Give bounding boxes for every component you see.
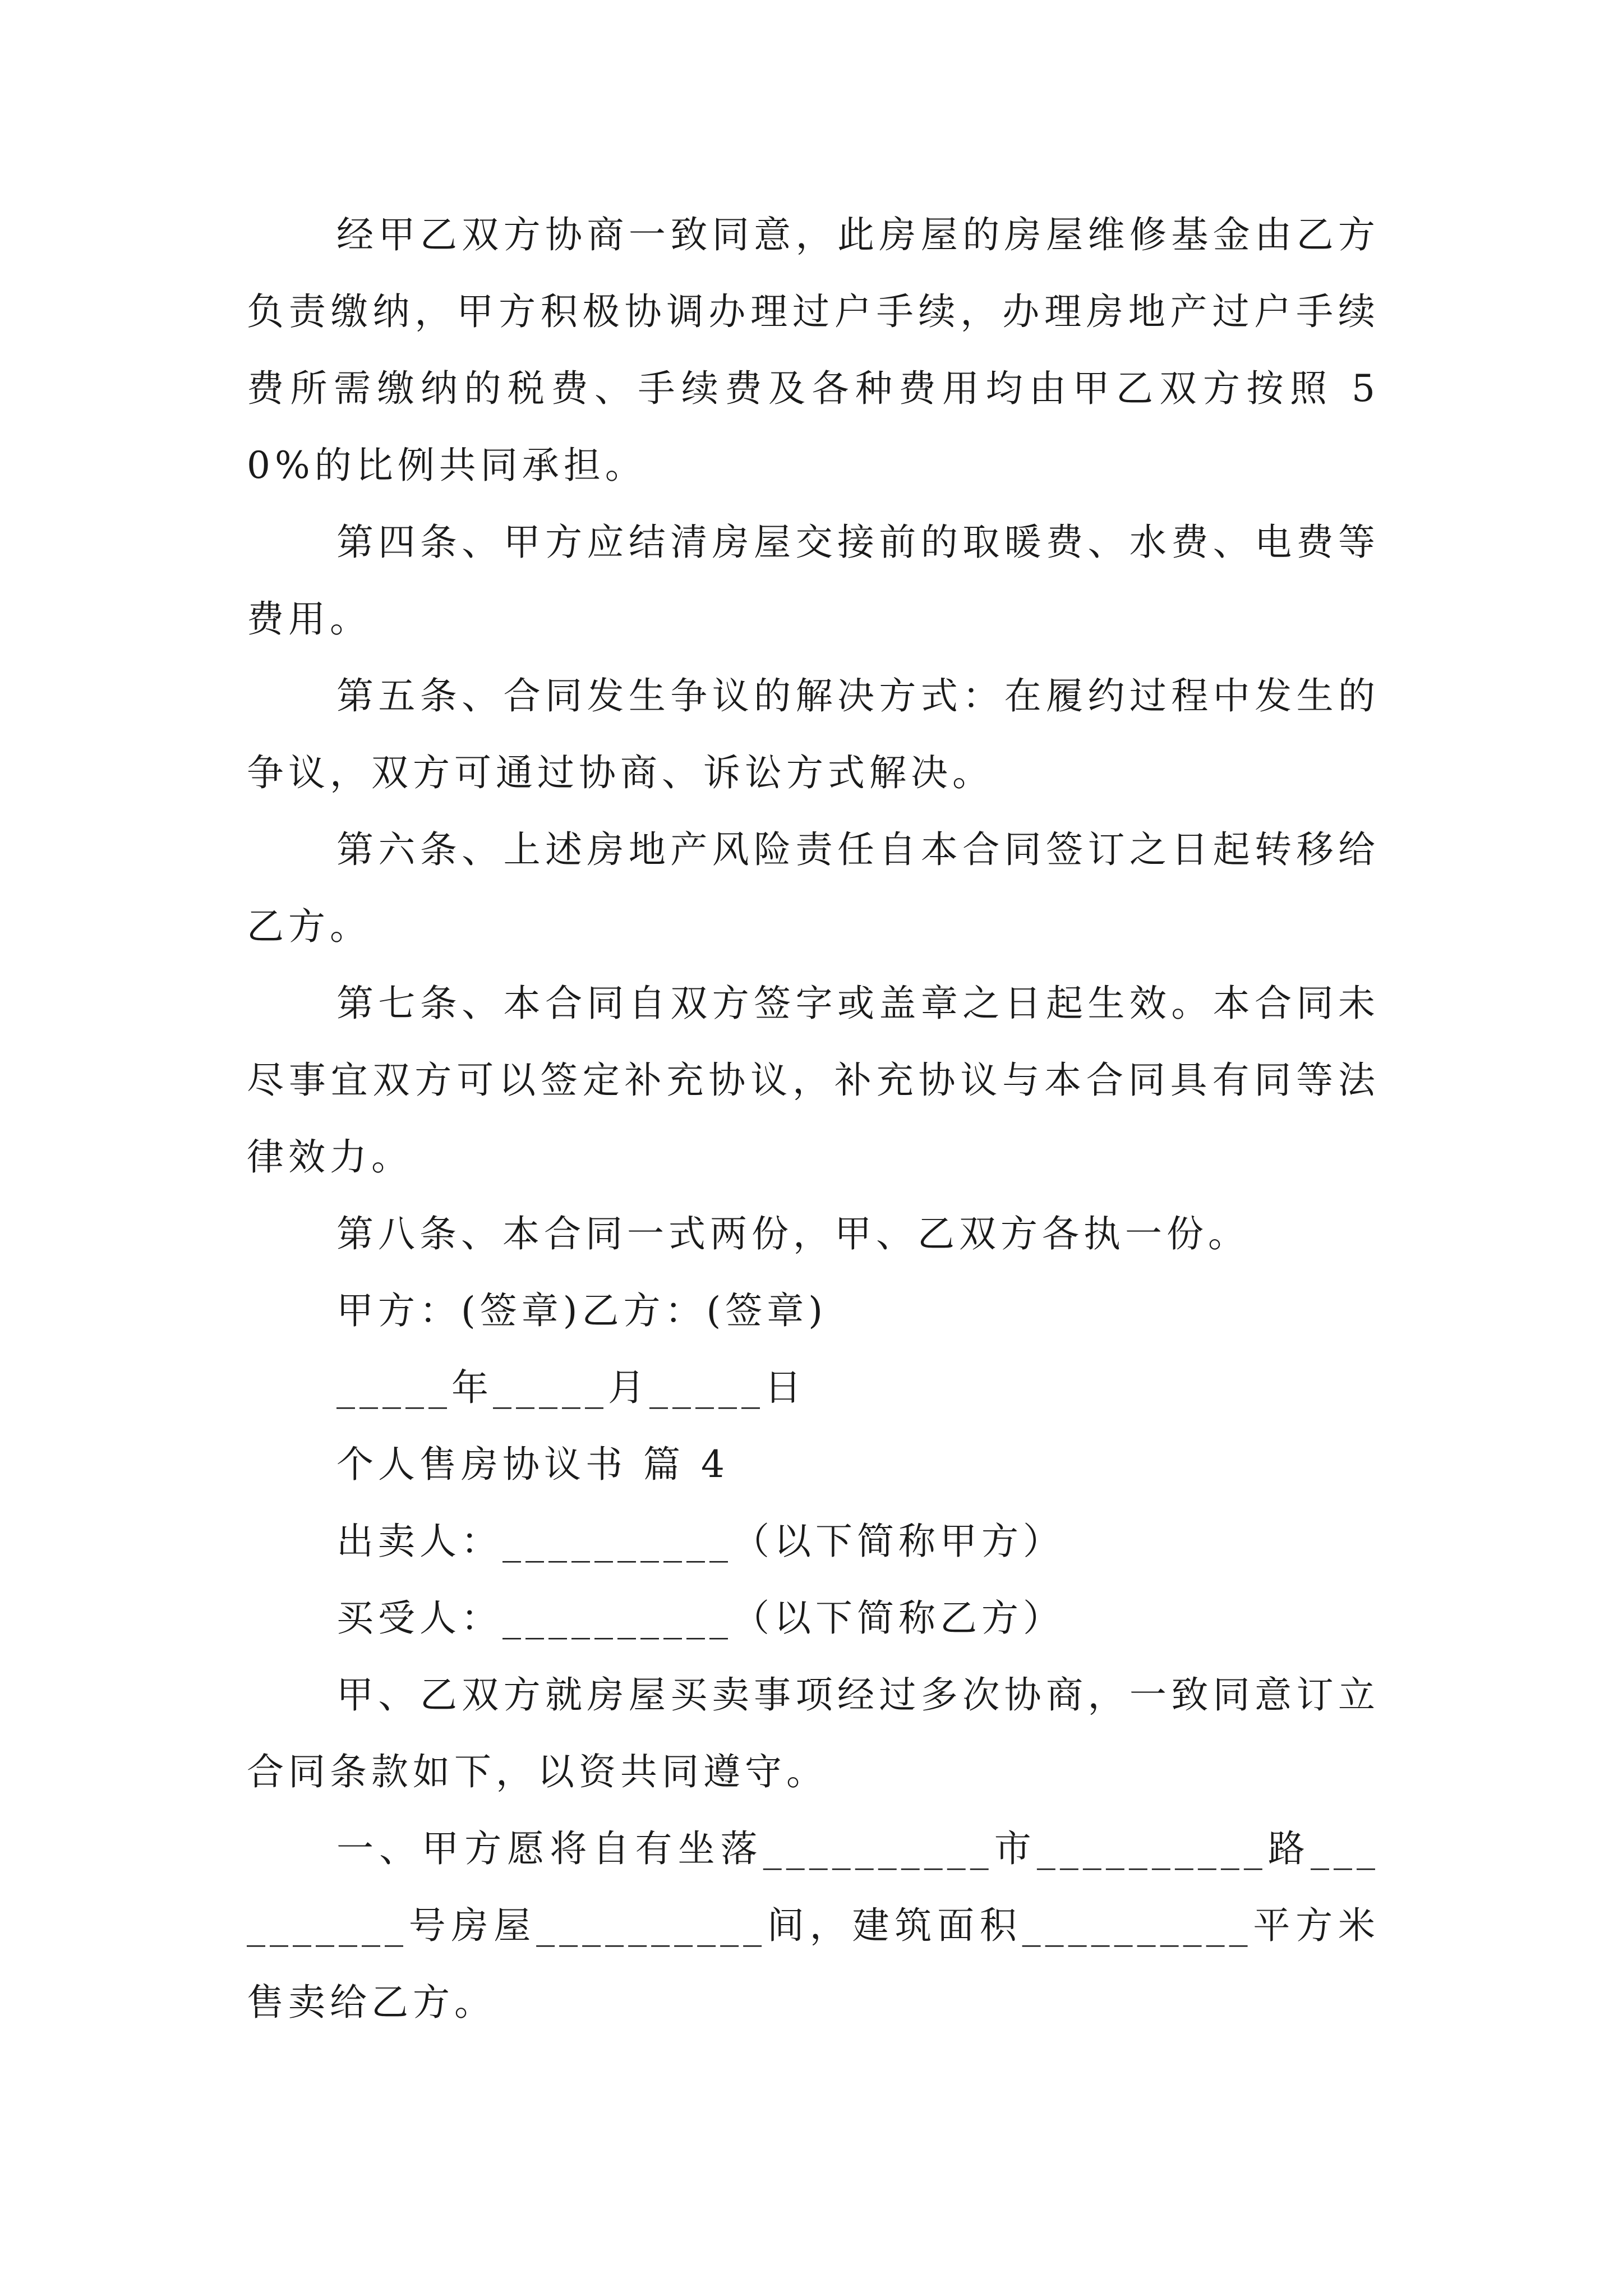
paragraph-article-4: 第四条、甲方应结清房屋交接前的取暖费、水费、电费等费用。 (247, 521, 1380, 641)
paragraph-article-8: 第八条、本合同一式两份，甲、乙双方各执一份。 (336, 1212, 1249, 1255)
paragraph-agreement-intro: 甲、乙双方就房屋买卖事项经过多次协商，一致同意订立合同条款如下，以资共同遵守。 (247, 1673, 1380, 1793)
paragraph-article-6: 第六条、上述房地产风险责任自本合同签订之日起转移给乙方。 (247, 828, 1380, 948)
paragraph-clause-1: 一、甲方愿将自有坐落__________市__________路__________号房屋__________间，建筑面积__________平方米售卖给乙方。 (247, 1827, 1380, 2024)
date-line: _____年_____月_____日 (336, 1366, 806, 1409)
buyer-line: 买受人：__________（以下简称乙方） (336, 1596, 1064, 1640)
paragraph-maintenance-fund: 经甲乙双方协商一致同意，此房屋的房屋维修基金由乙方负责缴纳，甲方积极协调办理过户手续，办理房地产过户手续费所需缴纳的税费、手续费及各种费用均由甲乙双方按照 50%的比例共同承担。 (247, 213, 1380, 487)
document-body (247, 196, 1380, 2041)
section-heading: 个人售房协议书 篇 4 (336, 1443, 729, 1486)
paragraph-article-5: 第五条、合同发生争议的解决方式：在履约过程中发生的争议，双方可通过协商、诉讼方式解决。 (247, 674, 1380, 794)
seller-line: 出卖人：__________（以下简称甲方） (336, 1520, 1064, 1563)
paragraph-article-7: 第七条、本合同自双方签字或盖章之日起生效。本合同未尽事宜双方可以签定补充协议，补充协议与本合同具有同等法律效力。 (247, 982, 1380, 1179)
signature-line: 甲方：(签章)乙方：(签章) (336, 1289, 827, 1332)
